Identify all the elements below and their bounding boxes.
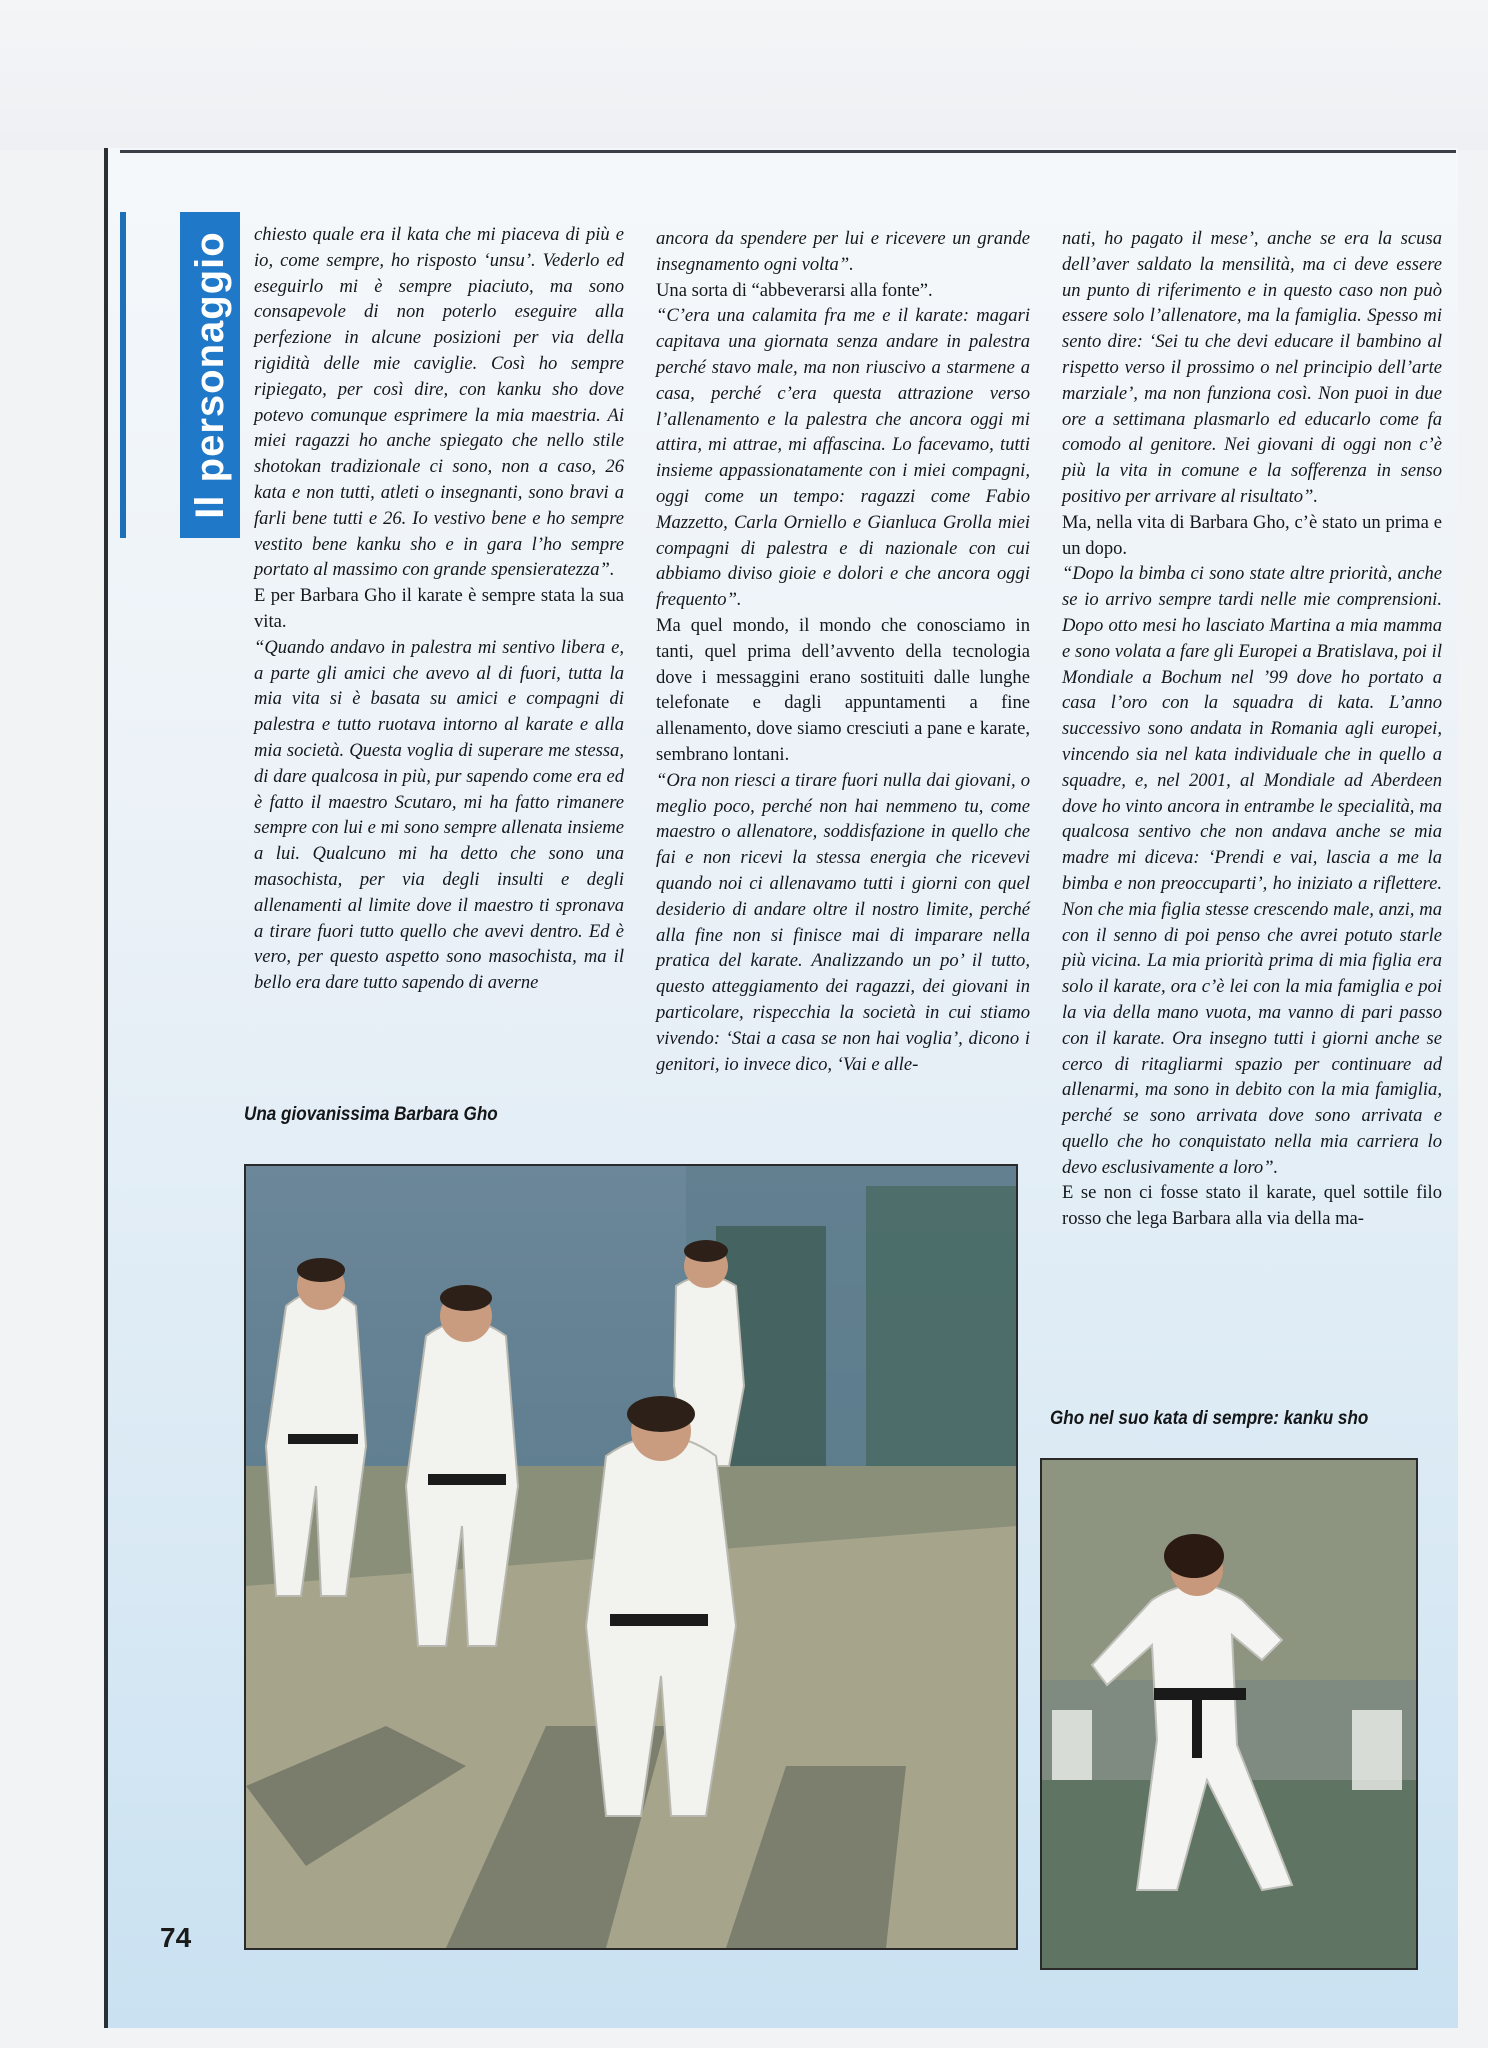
paragraph: Ma, nella vita di Barbara Gho, c’è stato un prima e un dopo. bbox=[1062, 511, 1442, 559]
paragraph: nati, ho pagato il mese’, anche se era la scusa dell’aver saldato la mensilità, ma ci deve essere un punto di riferimento e in questo caso non può essere solo l’allenatore, ma la famiglia. Spesso mi sento dire: ‘Sei tu che devi educare il bambino al rispetto verso il prossimo o nel principio dell’arte marziale’, ma non funziona così. Non puoi in due ore a settimana plasmarlo ed educarlo come fa comodo al genitore. Nei giovani di oggi non c’è più la vita in comune e la sofferenza in senso positivo per arrivare al risultato”. bbox=[1062, 228, 1442, 507]
section-tab bbox=[180, 212, 240, 538]
paragraph: “Quando andavo in palestra mi sentivo libera e, a parte gli amici che avevo al di fuori, tutta la mia vita si è basata su amici e compagni di palestra e tutto ruotava intorno al karate e alla mia società. Questa voglia di superare me stessa, di dare qualcosa in più, pur sapendo come era ed è fatto il maestro Scutaro, mi ha fatto rimanere sempre con lui e mi sono sempre allenata insieme a lui. Qualcuno mi ha detto che sono una masochista, per via degli insulti e degli allenamenti al limite dove il maestro ti spronava a tirare fuori tutto quello che avevi dentro. Ed è vero, per questo aspetto sono masochista, ma il bello era dare tutto sapendo di averne bbox=[254, 636, 624, 994]
paragraph: “Dopo la bimba ci sono state altre priorità, anche se io arrivo sempre tardi nelle mie comprensioni. Dopo otto mesi ho lasciato Martina a mia mamma e sono volata a fare gli Europei a Bratislava, poi il Mondiale a Bochum nel ’99 dove ho portato a casa l’oro con la squadra di kata. L’anno successivo sono andata in Romania agli europei, vincendo sia nel kata individuale che in quello a squadre, e, nel 2001, al Mondiale ad Aberdeen dove ho vinto ancora in entrambe le specialità, ma qualcosa sentivo che non andava anche se mia madre mi diceva: ‘Prendi e vai, lascia a me la bimba e non preoccuparti’, ho iniziato a riflettere. Non che mia figlia stesse crescendo male, anzi, ma con il senno di poi penso che avrei potuto starle più vicina. La mia priorità prima di mia figlia era solo il karate, ora c’è lei con la mia famiglia e poi la via della mano vuota, ma vanno di pari passo con il karate. Ora insegno tutti i giorni anche se cerco di ritagliarmi spazio per continuare ad allenarmi, ma sono in debito con la mia famiglia, perché se sono arrivata dove sono arrivata e quello che ho conquistato nella mia carriera lo devo esclusivamente a loro”. bbox=[1062, 563, 1442, 1178]
photo-caption-2: Gho nel suo kata di sempre: kanku sho bbox=[1050, 1408, 1369, 1429]
kanku-sho-kata-photo bbox=[1040, 1458, 1418, 1970]
page-number: 74 bbox=[160, 1922, 192, 1953]
paragraph: “C’era una calamita fra me e il karate: magari capitava una giornata senza andare in palestra perché stavo male, ma non riuscivo a starmene a casa, perché c’era questa attrazione verso l’allenamento e la palestra che ancora oggi mi attira, mi attrae, mi affascina. Lo facevamo, tutti insieme appassionatamente con i miei compagni, oggi come un tempo: ragazzi come Fabio Mazzetto, Carla Orniello e Gianluca Grolla miei compagni di palestra e di nazionale con cui abbiamo diviso gioie e dolori e che ancora oggi frequento”. bbox=[656, 305, 1030, 611]
paragraph: E se non ci fosse stato il karate, quel sottile filo rosso che lega Barbara alla via della ma- bbox=[1062, 1182, 1442, 1230]
paragraph: “Ora non riesci a tirare fuori nulla dai giovani, o meglio poco, perché non hai nemmeno tu, come maestro o allenatore, soddisfazione in quello che fai e non ricevi la stessa energia che ricevevi quando noi ci allenavamo tutti i giorni con quel desiderio di andare oltre il nostro limite, perché alla fine non si finisce mai di imparare nella pratica del karate. Analizzando un po’ il tutto, questo atteggiamento dei ragazzi, dei giovani in particolare, rispecchia la società in cui stiamo vivendo: ‘Stai a casa se non hai voglia’, dicono i genitori, io invece dico, ‘Vai e alle- bbox=[656, 769, 1030, 1075]
paragraph: Ma quel mondo, il mondo che conosciamo in tanti, quel prima dell’avvento della tecnologia dove i messaggini erano sostituiti dalle lunghe telefonate e dagli appuntamenti a fine allenamento, dove siamo cresciuti a pane e karate, sembrano lontani. bbox=[656, 614, 1030, 765]
scan-background bbox=[0, 0, 1488, 150]
paragraph: chiesto quale era il kata che mi piaceva di più e io, come sempre, ho risposto ‘unsu’. Vederlo ed eseguirlo mi è sempre piaciuto, ma sono consapevole di non poterlo eseguire alla perfezione in alcune posizioni per via della rigidità delle mie caviglie. Così ho sempre ripiegato, per così dire, con kanku sho dove potevo comunque esprimere la mia maestria. Ai miei ragazzi ho anche spiegato che nello stile shotokan tradizionale ci sono, non a caso, 26 kata e non tutti, atleti o insegnanti, sono bravi a farli bene tutti e 26. Io vestivo bene e ho sempre vestito bene kanku sho e in gara l’ho sempre portato al massimo con grande spensieratezza”. bbox=[254, 224, 624, 581]
page-top-border bbox=[120, 150, 1456, 153]
paragraph: Una sorta di “abbeverarsi alla fonte”. bbox=[656, 279, 933, 301]
paragraph: ancora da spendere per lui e ricevere un grande insegnamento ogni volta”. bbox=[656, 228, 1030, 275]
paragraph: E per Barbara Gho il karate è sempre stata la sua vita. bbox=[254, 585, 624, 632]
text-column-1 bbox=[254, 222, 624, 996]
section-label: Il personaggio bbox=[187, 231, 232, 519]
photo-caption-1: Una giovanissima Barbara Gho bbox=[244, 1104, 498, 1125]
karate-group-photo bbox=[244, 1164, 1018, 1950]
text-column-2 bbox=[656, 226, 1030, 1077]
section-tab-edge bbox=[120, 212, 126, 538]
text-column-3 bbox=[1062, 226, 1442, 1232]
